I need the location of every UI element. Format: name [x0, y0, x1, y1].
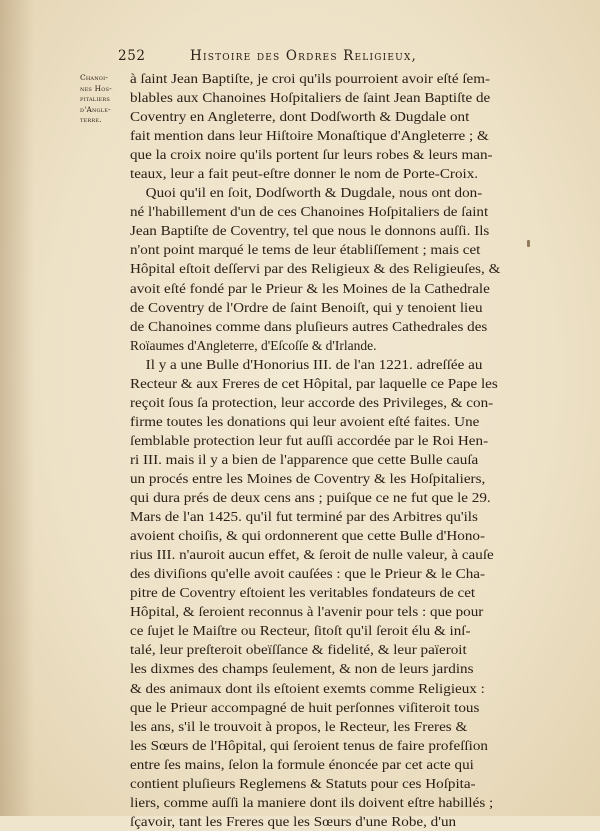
- text-line-content: les Sœurs de l'Hôpital, qui ſeroient tenus de faire profeſſion: [130, 737, 488, 753]
- text-line: [130, 755, 515, 774]
- text-line-content: Recteur & aux Freres de cet Hôpital, par laquelle ce Pape les: [130, 375, 498, 391]
- text-line: [130, 774, 515, 793]
- text-line: [130, 659, 515, 678]
- text-line: [130, 488, 515, 507]
- text-line: [130, 298, 515, 317]
- text-line: [130, 107, 515, 126]
- text-line-content: pitre de Coventry eſtoient les veritables fondateurs de cet: [130, 585, 476, 601]
- text-line: [130, 393, 515, 412]
- text-line-content: de Coventry de l'Ordre de ſaint Benoiſt, qui y tenoient lieu: [130, 299, 483, 315]
- text-line-content: que la croix noire qu'ils portent ſur leurs robes & leurs man-: [130, 147, 493, 163]
- text-line-content: qui dura prés de deux cens ans ; puiſque ce ne fut que le 29.: [130, 490, 491, 506]
- text-line-content: Mars de l'an 1425. qu'il fut terminé par des Arbitres qu'ils: [130, 509, 478, 525]
- text-line-content: firme toutes les donations qui leur avoient eſté faites. Une: [130, 413, 480, 429]
- text-line-content: Roïaumes d'Angleterre, d'Eſcoſſe & d'Irlande.: [130, 337, 377, 353]
- text-line: [130, 736, 515, 755]
- margin-note-line: d'Angle-: [80, 104, 111, 114]
- text-line-content: ce ſujet le Maiſtre ou Recteur, ſitoſt qu'il ſeroit élu & inſ-: [130, 623, 471, 639]
- spine-shadow: [0, 0, 34, 816]
- text-line: [130, 164, 515, 183]
- text-line: [130, 279, 515, 298]
- text-line-content: entre ſes mains, ſelon la formule énoncée par cet acte qui: [130, 756, 474, 772]
- text-line-content: de Chanoines comme dans pluſieurs autres Cathedrales des: [130, 318, 488, 334]
- text-line-content: avoit eſté fondé par le Prieur & les Moines de la Cathedrale: [130, 280, 490, 296]
- text-line: [130, 69, 515, 88]
- text-line-content: Jean Baptiſte de Coventry, tel que nous le donnons auſſi. Ils: [130, 223, 490, 239]
- text-line-content: les ans, s'il le trouvoit à propos, le Recteur, les Freres &: [130, 718, 468, 734]
- text-line-content: Hôpital, & ſeroient reconnus à l'avenir pour tels : que pour: [130, 604, 484, 620]
- running-head: [118, 48, 518, 68]
- text-line-content: à ſaint Jean Baptiſte, je croi qu'ils pourroient avoir eſté ſem-: [130, 71, 491, 86]
- text-line-content: talé, leur preſteroit obeïſſance & fidelité, & leur païeroit: [130, 642, 467, 658]
- text-line: [130, 355, 515, 374]
- page-number: 252: [118, 48, 146, 64]
- text-line: [130, 526, 515, 545]
- text-line-content: Coventry en Angleterre, dont Dodſworth & Dugdale ont: [130, 109, 470, 125]
- text-line: [130, 126, 515, 145]
- text-line: [130, 812, 515, 831]
- text-line-content: blables aux Chanoines Hoſpitaliers de ſaint Jean Baptiſte de: [130, 90, 491, 106]
- text-line: [130, 640, 515, 659]
- text-line-content: contient pluſieurs Reglemens & Statuts pour ces Hoſpita-: [130, 775, 476, 791]
- text-line: [130, 602, 515, 621]
- text-line: [130, 240, 515, 259]
- text-line-content: Il y a une Bulle d'Honorius III. de l'an 1221. adreſſée au: [145, 356, 483, 372]
- text-line-content: un procés entre les Moines de Coventry & les Hoſpitaliers,: [130, 470, 486, 486]
- text-line-content: Quoi qu'il en ſoit, Dodſworth & Dugdale, nous ont don-: [145, 185, 483, 201]
- margin-note-line: nes Hos-: [80, 83, 112, 93]
- text-line: [130, 793, 515, 812]
- text-line: [130, 679, 515, 698]
- text-line-content: fait mention dans leur Hiſtoire Monaſtique d'Angleterre ; &: [130, 128, 489, 144]
- text-line: [130, 507, 515, 526]
- text-line: [130, 412, 515, 431]
- text-line: [130, 621, 515, 640]
- text-line: [130, 469, 515, 488]
- text-line: [130, 564, 515, 583]
- text-line: [130, 259, 515, 278]
- body-text: [130, 69, 515, 831]
- text-line-content: reçoit ſous ſa protection, leur accorde des Privileges, & con-: [130, 394, 494, 410]
- text-line-content: liers, comme auſſi la maniere dont ils doivent eſtre habillés ;: [130, 794, 494, 810]
- text-line-content: né l'habillement d'un de ces Chanoines Hoſpitaliers de ſaint: [130, 204, 489, 220]
- text-line: [130, 221, 515, 240]
- text-line-content: ſçavoir, tant les Freres que les Sœurs d'une Robe, d'un: [130, 813, 457, 829]
- margin-note-line: Chanoi-: [80, 73, 108, 82]
- text-line: [130, 431, 515, 450]
- text-line-content: des diviſions qu'elle avoit cauſées : que le Prieur & le Cha-: [130, 566, 486, 582]
- text-line-content: rius III. n'auroit aucun effet, & ſeroit de nulle valeur, à cauſe: [130, 547, 494, 563]
- text-line: [130, 545, 515, 564]
- text-line-content: teaux, leur a fait peut-eſtre donner le nom de Porte-Croix.: [130, 166, 479, 182]
- margin-note-line: terre.: [80, 115, 102, 124]
- text-line-content: que le Prieur accompagné de huit perſonnes viſiteroit tous: [130, 699, 480, 715]
- text-line: [130, 317, 515, 336]
- running-title: Histoire des Ordres Religieux,: [190, 48, 418, 64]
- text-line: [130, 583, 515, 602]
- text-line: [130, 145, 515, 164]
- text-line: [130, 183, 515, 202]
- text-line: [130, 450, 515, 469]
- text-line-content: avoient choiſis, & qui ordonnerent que cette Bulle d'Hono-: [130, 528, 486, 544]
- text-line-content: ſemblable protection leur fut auſſi accordée par le Roi Hen-: [130, 432, 489, 448]
- text-line: [130, 374, 515, 393]
- text-line: [130, 717, 515, 736]
- text-line: [130, 202, 515, 221]
- ink-mark: [527, 240, 530, 247]
- text-line-content: ri III. mais il y a bien de l'apparence que cette Bulle cauſa: [130, 451, 479, 467]
- text-line-content: les dixmes des champs ſeulement, & non de leurs jardins: [130, 661, 474, 677]
- text-line-content: n'ont point marqué le tems de leur établiſſement ; mais cet: [130, 242, 481, 258]
- text-line: [130, 336, 515, 355]
- text-line-content: & des animaux dont ils eſtoient exemts comme Religieux :: [130, 680, 485, 696]
- text-line: [130, 88, 515, 107]
- text-line-content: Hôpital eſtoit deſſervi par des Religieux & des Religieuſes, &: [130, 261, 501, 277]
- margin-note: [80, 73, 132, 126]
- margin-note-line: pitaliers: [80, 94, 110, 103]
- text-line: [130, 698, 515, 717]
